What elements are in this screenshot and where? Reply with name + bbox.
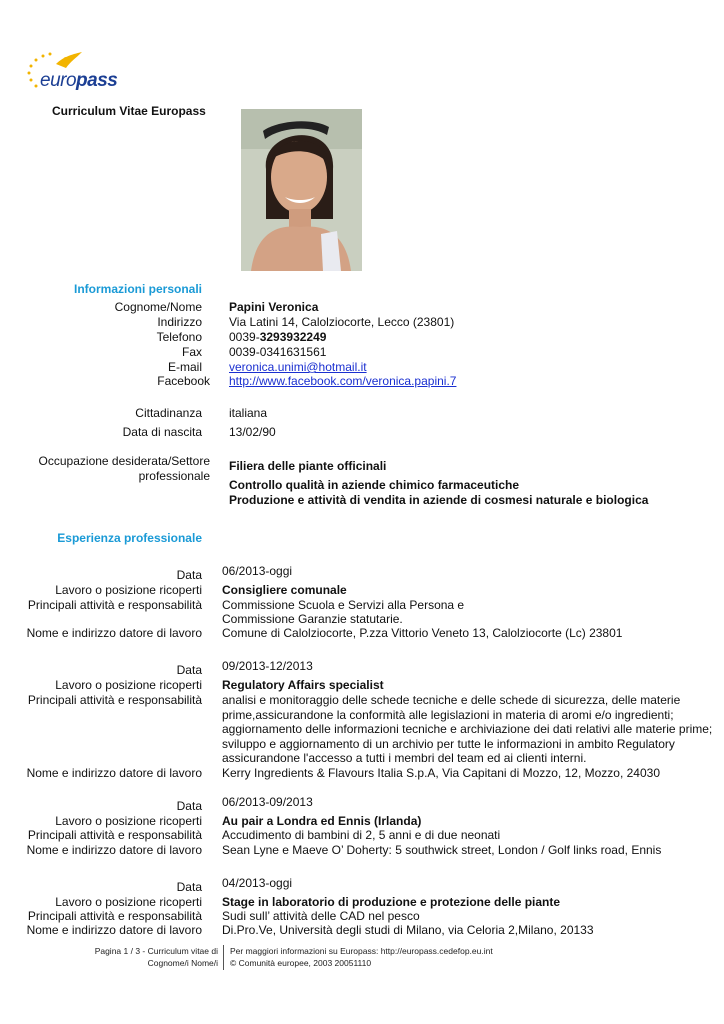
job-date-label: Data: [176, 799, 202, 813]
job-date-label: Data: [176, 568, 202, 582]
address-value: Via Latini 14, Calolziocorte, Lecco (23801): [229, 315, 455, 329]
job-date: 04/2013-oggi: [222, 876, 293, 890]
job-position-label: Lavoro o posizione ricoperti: [55, 583, 202, 597]
occupation-label-line1: Occupazione desiderata/Settore: [38, 454, 210, 468]
email-label: E-mail: [167, 360, 202, 374]
job-activity-line: Commissione Scuola e Servizi alla Persona e: [222, 598, 465, 612]
birth-date-value: 13/02/90: [229, 425, 276, 439]
logo-text-pass: pass: [76, 70, 118, 91]
job-date: 09/2013-12/2013: [222, 659, 313, 673]
facebook-link[interactable]: http://www.facebook.com/veronica.papini.7: [229, 374, 457, 388]
job-activity-line: aggiornamento delle informazioni tecniche e archiviazione dei dati relativi alle materie prime;: [222, 722, 713, 736]
job-date: 06/2013-09/2013: [222, 795, 313, 809]
job-date: 06/2013-oggi: [222, 564, 293, 578]
citizenship-label: Cittadinanza: [135, 406, 202, 420]
job-position: Stage in laboratorio di produzione e protezione delle piante: [222, 895, 561, 909]
footer-divider: [223, 945, 224, 970]
citizenship-value: italiana: [229, 406, 268, 420]
job-employer: Kerry Ingredients & Flavours Italia S.p.A, Via Capitani di Mozzo, 12, Mozzo, 24030: [222, 766, 660, 780]
job-employer-label: Nome e indirizzo datore di lavoro: [26, 766, 202, 780]
section-experience: Esperienza professionale: [57, 531, 202, 545]
job-employer-label: Nome e indirizzo datore di lavoro: [26, 626, 202, 640]
job-activities-label: Principali attività e responsabilità: [27, 693, 202, 707]
job-position-label: Lavoro o posizione ricoperti: [55, 895, 202, 909]
email-link[interactable]: veronica.unimi@hotmail.it: [229, 360, 367, 374]
job-activity-line: analisi e monitoraggio delle schede tecniche e delle schede di sicurezza, delle materie: [222, 693, 681, 707]
footer-left-line2: Cognome/i Nome/i: [147, 958, 218, 968]
logo-text-euro: euro: [40, 70, 77, 91]
surname-label: Cognome/Nome: [114, 300, 202, 314]
job-activity-line: sviluppo e aggiornamento di un archivio per tutte le informazioni in ambito Regulatory: [222, 737, 675, 751]
phone-prefix: 0039-: [229, 330, 260, 344]
facebook-label: Facebook: [157, 374, 210, 388]
document-title: Curriculum Vitae Europass: [52, 104, 206, 118]
footer-left-line1: Pagina 1 / 3 - Curriculum vitae di: [94, 946, 218, 956]
job-employer: Sean Lyne e Maeve O’ Doherty: 5 southwick street, London / Golf links road, Ennis: [222, 843, 662, 857]
surname-value: Papini Veronica: [229, 300, 319, 314]
job-activity-line: Commissione Garanzie statutarie.: [222, 612, 403, 626]
europass-logo: [26, 50, 118, 94]
job-position: Consigliere comunale: [222, 583, 347, 597]
job-date-label: Data: [176, 663, 202, 677]
job-position-label: Lavoro o posizione ricoperti: [55, 678, 202, 692]
occupation-item-2: Controllo qualità in aziende chimico farmaceutiche: [229, 478, 520, 492]
portrait-icon: [241, 109, 362, 271]
occupation-item-3: Produzione e attività di vendita in aziende di cosmesi naturale e biologica: [229, 493, 649, 507]
occupation-item-1: Filiera delle piante officinali: [229, 459, 387, 473]
occupation-label-line2: professionale: [138, 469, 210, 483]
job-activity-line: prime,assicurandone la conformità alle legislazioni in materia di aromi e/o ingredienti;: [222, 708, 674, 722]
fax-label: Fax: [181, 345, 202, 359]
job-employer-label: Nome e indirizzo datore di lavoro: [26, 923, 202, 937]
job-employer: Di.Pro.Ve, Università degli studi di Milano, via Celoria 2,Milano, 20133: [222, 923, 594, 937]
fax-value: 0039-0341631561: [229, 345, 327, 359]
job-date-label: Data: [176, 880, 202, 894]
job-employer-label: Nome e indirizzo datore di lavoro: [26, 843, 202, 857]
section-personal-info: Informazioni personali: [73, 282, 202, 296]
job-activities-label: Principali attività e responsabilità: [27, 828, 202, 842]
job-activity-line: assicurandone l'accesso a tutti i membri del team ed ai clienti interni.: [222, 751, 587, 765]
job-activity-line: Accudimento di bambini di 2, 5 anni e di due neonati: [222, 828, 501, 842]
job-position-label: Lavoro o posizione ricoperti: [55, 814, 202, 828]
phone-label: Telefono: [156, 330, 202, 344]
job-activities-label: Principali attività e responsabilità: [27, 909, 202, 923]
job-position: Au pair a Londra ed Ennis (Irlanda): [222, 814, 422, 828]
job-activities-label: Principali attività e responsabilità: [27, 598, 202, 612]
footer-right-line1: Per maggiori informazioni su Europass: http://europass.cedefop.eu.int: [230, 946, 493, 956]
job-position: Regulatory Affairs specialist: [222, 678, 384, 692]
phone-value: [229, 330, 326, 344]
footer-right-line2: © Comunità europee, 2003 20051110: [230, 958, 372, 968]
job-activity-line: Sudi sull’ attività delle CAD nel pesco: [222, 909, 420, 923]
phone-number: 3293932249: [259, 330, 327, 344]
job-employer: Comune di Calolziocorte, P.zza Vittorio Veneto 13, Calolziocorte (Lc) 23801: [222, 626, 623, 640]
profile-photo: [241, 109, 362, 271]
address-label: Indirizzo: [157, 315, 202, 329]
birth-date-label: Data di nascita: [122, 425, 202, 439]
